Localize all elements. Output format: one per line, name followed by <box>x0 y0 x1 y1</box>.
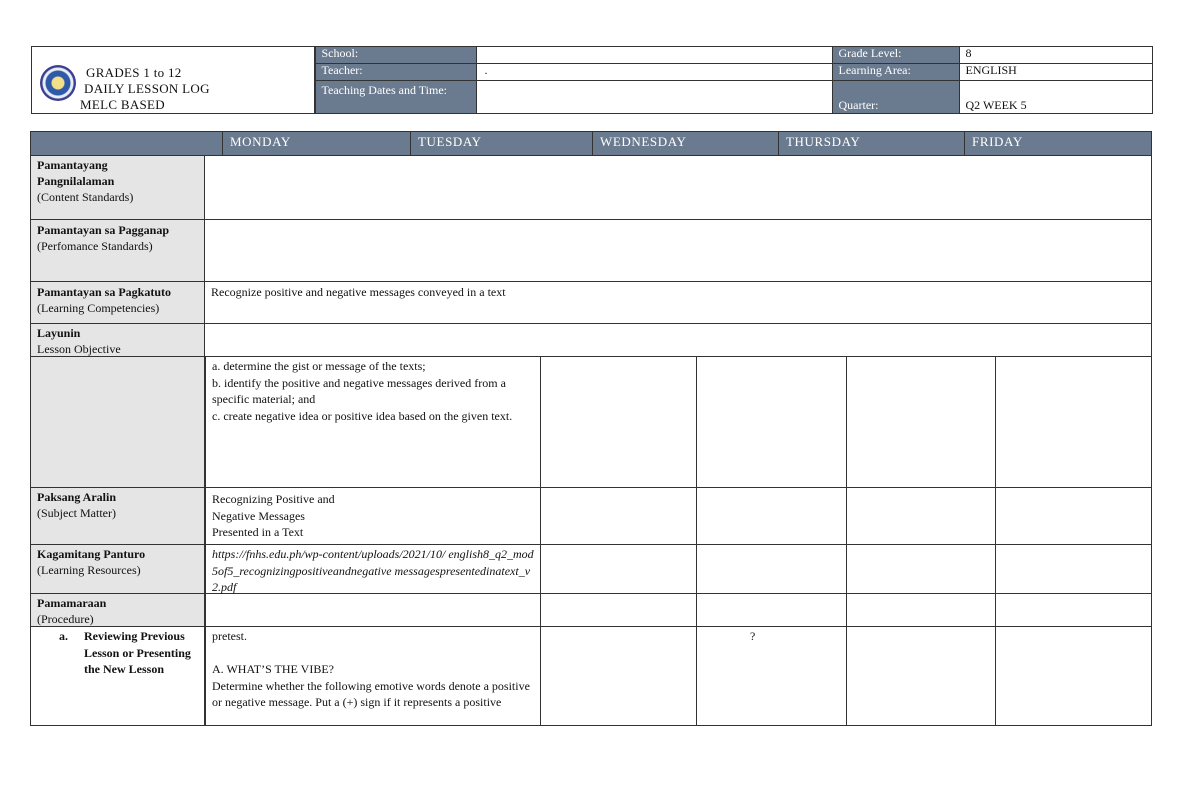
objectives-thursday[interactable] <box>846 357 995 487</box>
subject-friday[interactable] <box>995 488 1151 544</box>
row-objectives-list <box>30 357 1152 488</box>
objectives-friday[interactable] <box>995 357 1151 487</box>
subject-matter-title: Paksang Aralin <box>37 490 117 504</box>
grade-level-value[interactable]: 8 <box>959 47 1152 64</box>
day-monday: MONDAY <box>222 132 410 155</box>
objective-b: b. identify the positive and negative messages derived from a <box>212 375 506 390</box>
label-content-standards <box>31 156 205 219</box>
learning-resources-title: Kagamitang Panturo <box>37 547 146 561</box>
row-procedure <box>30 594 1152 627</box>
procedure-sub: (Procedure) <box>37 612 94 626</box>
row-reviewing-lesson <box>30 627 1152 726</box>
teacher-label: Teacher: <box>315 64 476 81</box>
row-content-standards <box>30 156 1152 220</box>
grade-level-label: Grade Level: <box>832 47 959 64</box>
review-title: Reviewing Previous Lesson or Presenting the New Lesson <box>84 629 191 676</box>
review-heading: A. WHAT’S THE VIBE? <box>212 662 334 676</box>
review-monday[interactable] <box>205 627 540 725</box>
brand-line3: MELC BASED <box>80 97 165 112</box>
label-performance-standards <box>31 220 205 281</box>
performance-standards-title: Pamantayan sa Pagganap <box>37 223 170 237</box>
label-lesson-objective <box>31 324 205 356</box>
subject-line3: Presented in a Text <box>212 525 304 539</box>
review-wednesday[interactable] <box>696 627 846 725</box>
learning-competencies-value[interactable]: Recognize positive and negative messages conveyed in a text <box>211 285 506 299</box>
school-label: School: <box>315 47 476 64</box>
header-info-table <box>31 46 1153 114</box>
resources-link[interactable]: https://fnhs.edu.ph/wp-content/uploads/2021/10/ english8_q2_mod5of5_recognizingpositiveandnegative messagespresentedinatext_v2.pdf <box>205 545 540 593</box>
learning-competencies-title: Pamantayan sa Pagkatuto <box>37 285 172 299</box>
label-objectives-empty <box>31 357 205 487</box>
review-letter: a. <box>59 629 68 643</box>
resources-tuesday[interactable] <box>540 545 696 593</box>
lesson-objective-sub: Lesson Objective <box>37 342 121 356</box>
day-wednesday: WEDNESDAY <box>592 132 778 155</box>
review-pretest: pretest. <box>212 629 247 643</box>
row-learning-competencies <box>30 282 1152 324</box>
objective-c: c. create negative idea or positive idea based on the given text. <box>212 408 513 423</box>
subject-thursday[interactable] <box>846 488 995 544</box>
review-friday[interactable] <box>995 627 1151 725</box>
row-performance-standards <box>30 220 1152 282</box>
review-spacer <box>212 645 534 662</box>
quarter-value-text: Q2 WEEK 5 <box>965 98 1027 112</box>
review-wed-mark: ? <box>750 629 756 643</box>
procedure-monday[interactable] <box>205 594 540 626</box>
label-procedure <box>31 594 205 626</box>
teacher-value[interactable] <box>476 64 832 81</box>
brand-line2: DAILY LESSON LOG <box>84 81 210 96</box>
teaching-dates-label: Teaching Dates and Time: <box>315 81 476 114</box>
objective-a: a. determine the gist or message of the texts; <box>212 359 426 373</box>
day-tuesday: TUESDAY <box>410 132 592 155</box>
lesson-objective-value[interactable] <box>205 324 1151 356</box>
row-lesson-objective <box>30 324 1152 357</box>
objectives-monday[interactable] <box>205 357 540 487</box>
performance-standards-sub: (Perfomance Standards) <box>37 239 153 253</box>
day-thursday: THURSDAY <box>778 132 964 155</box>
resources-thursday[interactable] <box>846 545 995 593</box>
label-subject-matter <box>31 488 205 544</box>
content-standards-sub: (Content Standards) <box>37 190 134 204</box>
review-thursday[interactable] <box>846 627 995 725</box>
procedure-wednesday[interactable] <box>696 594 846 626</box>
label-learning-competencies <box>31 282 205 323</box>
learning-competencies-sub: (Learning Competencies) <box>37 301 160 315</box>
lesson-objective-title: Layunin <box>37 326 81 340</box>
procedure-title: Pamamaraan <box>37 596 107 610</box>
row-subject-matter <box>30 488 1152 545</box>
day-friday: FRIDAY <box>964 132 1151 155</box>
review-tuesday[interactable] <box>540 627 696 725</box>
row-learning-resources <box>30 545 1152 594</box>
content-standards-value[interactable] <box>205 156 1151 219</box>
learning-area-value[interactable]: ENGLISH <box>959 64 1152 81</box>
learning-area-label: Learning Area: <box>832 64 959 81</box>
content-standards-title: Pamantayang Pangnilalaman <box>37 158 115 188</box>
procedure-tuesday[interactable] <box>540 594 696 626</box>
objectives-tuesday[interactable] <box>540 357 696 487</box>
subject-monday[interactable] <box>205 488 540 544</box>
label-learning-resources <box>31 545 205 593</box>
learning-resources-sub: (Learning Resources) <box>37 563 141 577</box>
label-reviewing-lesson <box>31 627 205 725</box>
day-header-row <box>30 131 1152 156</box>
quarter-value[interactable] <box>959 81 1152 114</box>
objective-b-cont: specific material; and <box>212 392 316 406</box>
quarter-label-text: Quarter: <box>838 98 879 112</box>
objectives-wednesday[interactable] <box>696 357 846 487</box>
subject-tuesday[interactable] <box>540 488 696 544</box>
teaching-dates-value[interactable] <box>476 81 832 114</box>
teacher-value-text: . <box>484 63 488 77</box>
quarter-label <box>832 81 959 114</box>
subject-line2: Negative Messages <box>212 508 305 523</box>
procedure-friday[interactable] <box>995 594 1151 626</box>
resources-wednesday[interactable] <box>696 545 846 593</box>
resources-friday[interactable] <box>995 545 1151 593</box>
procedure-thursday[interactable] <box>846 594 995 626</box>
performance-standards-value[interactable] <box>205 220 1151 281</box>
subject-line1: Recognizing Positive and <box>212 492 335 506</box>
subject-matter-sub: (Subject Matter) <box>37 506 116 520</box>
subject-wednesday[interactable] <box>696 488 846 544</box>
review-body: Determine whether the following emotive words denote a positive or negative message. Put a (+) sign if it represents a positive <box>212 678 530 709</box>
school-value[interactable] <box>476 47 832 64</box>
brand-line1: GRADES 1 to 12 <box>86 65 182 80</box>
